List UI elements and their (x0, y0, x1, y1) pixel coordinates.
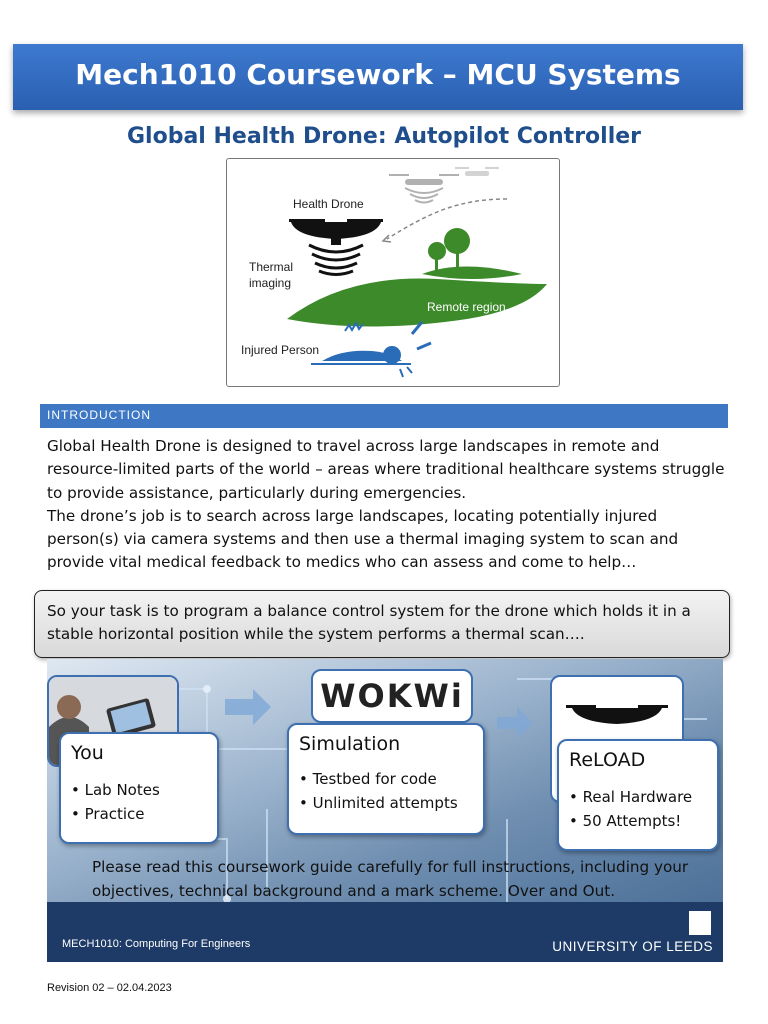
list-item: • 50 Attempts! (569, 809, 692, 833)
card-reload (557, 739, 719, 851)
revision-note: Revision 02 – 02.04.2023 (47, 982, 172, 994)
label-thermal-2: imaging (249, 276, 292, 290)
wokwi-logo: WOKWi (320, 677, 464, 715)
introduction-body (47, 435, 727, 575)
task-callout (34, 590, 730, 658)
wokwi-logo-card (311, 669, 473, 723)
card-you-title: You (71, 742, 104, 764)
card-simulation-title: Simulation (299, 733, 401, 755)
introduction-heading: INTRODUCTION (47, 408, 151, 422)
workflow-panel (47, 659, 723, 962)
intro-paragraph-2: The drone’s job is to search across large landscapes, locating potentially injured person(s) via camera systems and then use a thermal imaging system to scan and provide vital medical feedback to medics who can assess and come to help… (47, 506, 679, 572)
intro-paragraph-1: Global Health Drone is designed to travel across large landscapes in remote and resource-limited parts of the world – areas where traditional healthcare systems struggle to provide assistance, particularly during emergencies. (47, 437, 725, 502)
faded-drone-icon-2 (455, 167, 499, 176)
title-banner (13, 44, 743, 110)
card-simulation (287, 723, 485, 835)
landscape-graphic (287, 228, 547, 327)
card-you (59, 732, 219, 844)
card-reload-list (569, 785, 692, 833)
course-name: MECH1010: Computing For Engineers (62, 938, 251, 950)
list-item: • Lab Notes (71, 778, 160, 802)
label-thermal-1: Thermal (249, 260, 294, 274)
health-drone-icon (289, 219, 383, 275)
card-you-list (71, 778, 160, 826)
list-item: • Unlimited attempts (299, 791, 458, 815)
list-item: • Real Hardware (569, 785, 692, 809)
label-health-drone: Health Drone (293, 197, 364, 211)
faded-drone-icon (389, 174, 459, 203)
list-item: • Practice (71, 802, 160, 826)
card-simulation-list (299, 767, 458, 815)
document-subtitle: Global Health Drone: Autopilot Controller (126, 124, 642, 149)
arrow-icon (225, 689, 271, 725)
card-reload-title: ReLOAD (569, 749, 646, 771)
introduction-heading-bar (40, 404, 728, 428)
label-remote-region: Remote region (427, 300, 506, 314)
injured-person-icon (311, 322, 431, 377)
university-crest-icon (689, 911, 711, 935)
task-text: So your task is to program a balance control system for the drone which holds it in a stable horizontal position while the system performs a thermal scan…. (47, 602, 691, 643)
label-injured-person: Injured Person (241, 343, 320, 357)
drone-icon (552, 677, 682, 747)
instructions-text: Please read this coursework guide carefully for full instructions, including your objectives, technical background and a mark scheme. Over and Out. (92, 858, 689, 900)
list-item: • Testbed for code (299, 767, 458, 791)
arrow-icon-2 (497, 707, 533, 739)
university-name: UNIVERSITY OF LEEDS (552, 939, 713, 954)
drone-illustration (226, 158, 560, 387)
document-title: Mech1010 Coursework – MCU Systems (75, 58, 681, 91)
